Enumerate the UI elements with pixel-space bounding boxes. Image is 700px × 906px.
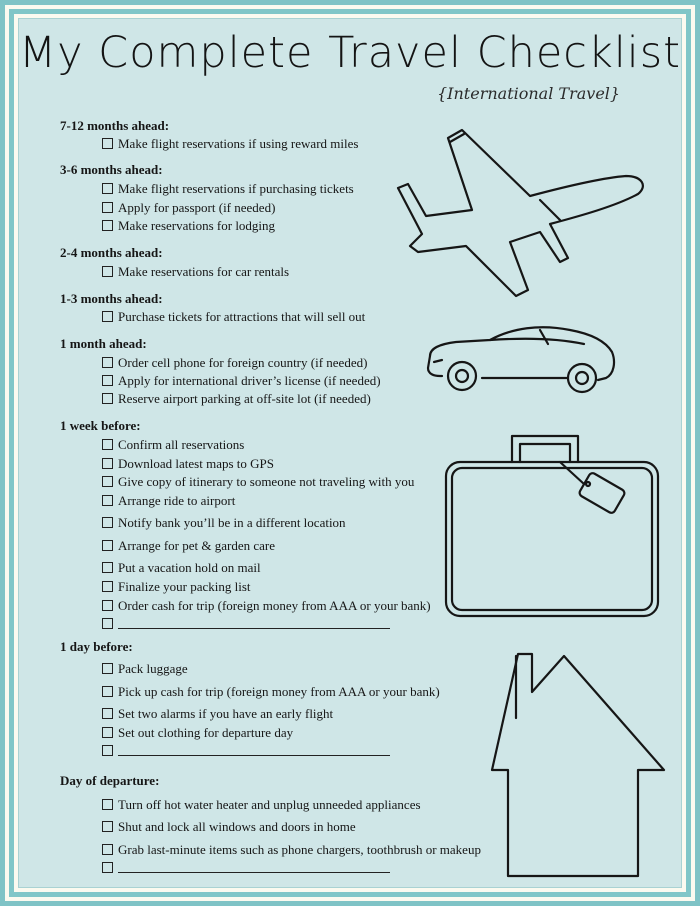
checkbox[interactable] [102, 375, 113, 386]
checklist-item[interactable]: Reserve airport parking at off-site lot (if needed) [102, 391, 371, 407]
section-header-day-of-departure: Day of departure: [60, 773, 160, 788]
checklist-item[interactable]: Apply for international driver’s license (if needed) [102, 373, 381, 389]
section-header-3-6-months: 3-6 months ahead: [60, 162, 163, 177]
checklist-item[interactable]: Apply for passport (if needed) [102, 200, 275, 216]
checklist-item[interactable]: Set two alarms if you have an early flight [102, 706, 333, 722]
checkbox[interactable] [102, 202, 113, 213]
checkbox[interactable] [102, 357, 113, 368]
checkbox[interactable] [102, 458, 113, 469]
blank-line[interactable] [118, 862, 390, 873]
airplane-icon [390, 120, 650, 300]
page-title: My Complete Travel Checklist [18, 28, 682, 78]
section-header-1-month: 1 month ahead: [60, 336, 147, 351]
blank-line[interactable] [118, 745, 390, 756]
checklist-item[interactable]: Turn off hot water heater and unplug unneeded appliances [102, 797, 421, 813]
checkbox[interactable] [102, 540, 113, 551]
checkbox[interactable] [102, 618, 113, 629]
checkbox[interactable] [102, 727, 113, 738]
checkbox[interactable] [102, 311, 113, 322]
section-header-1-week: 1 week before: [60, 418, 141, 433]
checkbox[interactable] [102, 844, 113, 855]
checklist-item[interactable]: Arrange ride to airport [102, 493, 235, 509]
checklist-item[interactable]: Make reservations for car rentals [102, 264, 289, 280]
house-icon [488, 650, 678, 880]
checkbox[interactable] [102, 745, 113, 756]
checklist-item[interactable]: Download latest maps to GPS [102, 456, 274, 472]
blank-line[interactable] [118, 618, 390, 629]
checkbox[interactable] [102, 393, 113, 404]
checklist-blank-item[interactable] [102, 860, 390, 876]
checklist-item[interactable]: Make flight reservations if using reward miles [102, 136, 358, 152]
checkbox[interactable] [102, 183, 113, 194]
checkbox[interactable] [102, 495, 113, 506]
suitcase-icon [440, 432, 670, 622]
checkbox[interactable] [102, 266, 113, 277]
checklist-item[interactable]: Purchase tickets for attractions that will sell out [102, 309, 365, 325]
checklist-item[interactable]: Pack luggage [102, 661, 188, 677]
checkbox[interactable] [102, 439, 113, 450]
checkbox[interactable] [102, 708, 113, 719]
section-header-1-3-months: 1-3 months ahead: [60, 291, 163, 306]
section-header-1-day: 1 day before: [60, 639, 133, 654]
checkbox[interactable] [102, 600, 113, 611]
checklist-item[interactable]: Pick up cash for trip (foreign money from AAA or your bank) [102, 684, 440, 700]
checklist-blank-item[interactable] [102, 743, 390, 759]
checkbox[interactable] [102, 562, 113, 573]
checklist-item[interactable]: Give copy of itinerary to someone not traveling with you [102, 474, 414, 490]
section-header-2-4-months: 2-4 months ahead: [60, 245, 163, 260]
checklist-item[interactable]: Arrange for pet & garden care [102, 538, 275, 554]
checklist-item[interactable]: Put a vacation hold on mail [102, 560, 261, 576]
checklist-item[interactable]: Set out clothing for departure day [102, 725, 293, 741]
checklist-item[interactable]: Order cell phone for foreign country (if needed) [102, 355, 367, 371]
checklist-item[interactable]: Finalize your packing list [102, 579, 251, 595]
page-subtitle: {International Travel} [437, 84, 621, 103]
checklist-item[interactable]: Shut and lock all windows and doors in home [102, 819, 356, 835]
checkbox[interactable] [102, 686, 113, 697]
checklist-blank-item[interactable] [102, 616, 390, 632]
checkbox[interactable] [102, 220, 113, 231]
section-header-7-12-months: 7-12 months ahead: [60, 118, 170, 133]
checklist-item[interactable]: Confirm all reservations [102, 437, 244, 453]
checkbox[interactable] [102, 821, 113, 832]
checklist-item[interactable]: Grab last-minute items such as phone chargers, toothbrush or makeup [102, 842, 481, 858]
checklist-item[interactable]: Order cash for trip (foreign money from AAA or your bank) [102, 598, 431, 614]
checkbox[interactable] [102, 663, 113, 674]
checkbox[interactable] [102, 476, 113, 487]
checklist-item[interactable]: Make flight reservations if purchasing tickets [102, 181, 354, 197]
checklist-item[interactable]: Notify bank you’ll be in a different location [102, 515, 346, 531]
checkbox[interactable] [102, 581, 113, 592]
car-icon [420, 318, 620, 398]
checkbox[interactable] [102, 799, 113, 810]
checkbox[interactable] [102, 517, 113, 528]
checkbox[interactable] [102, 862, 113, 873]
checklist-item[interactable]: Make reservations for lodging [102, 218, 275, 234]
checkbox[interactable] [102, 138, 113, 149]
